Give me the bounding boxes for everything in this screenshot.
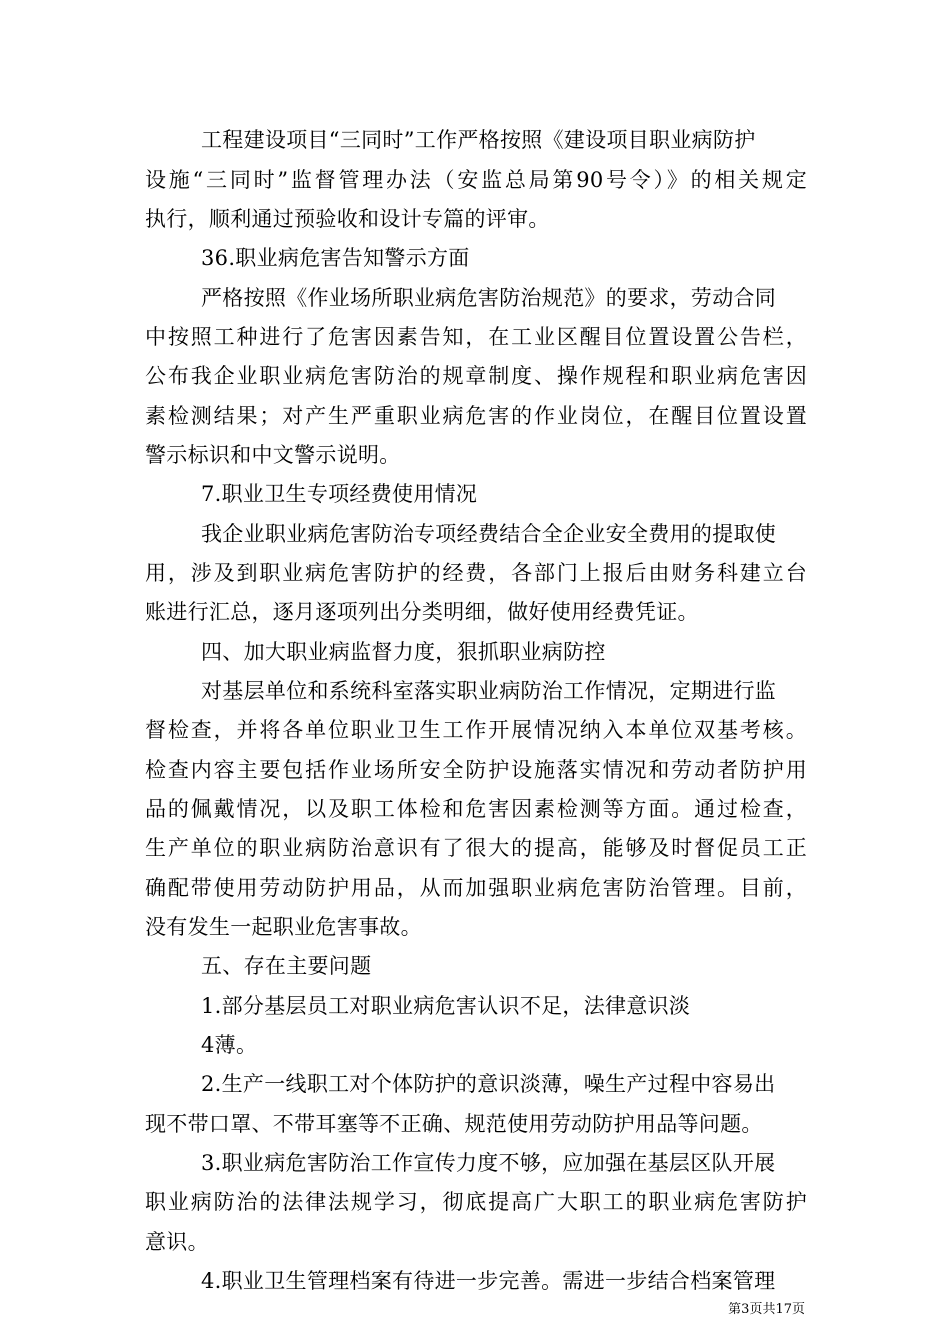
text-line: 素检测结果；对产生严重职业病危害的作业岗位，在醒目位置设置	[145, 404, 807, 428]
text-line: 4.职业卫生管理档案有待进一步完善。需进一步结合档案管理	[201, 1269, 776, 1293]
section-heading: 四、加大职业病监督力度，狠抓职业病防控	[201, 640, 606, 664]
text-line: 公布我企业职业病危害防治的规章制度、操作规程和职业病危害因	[145, 364, 807, 388]
text-line: 1.部分基层员工对职业病危害认识不足，法律意识淡	[201, 994, 691, 1018]
section-heading: 五、存在主要问题	[201, 954, 372, 978]
text-line: 2.生产一线职工对个体防护的意识淡薄，噪生产过程中容易出	[201, 1072, 776, 1096]
text-line: 执行，顺利通过预验收和设计专篇的评审。	[145, 207, 550, 231]
page-number-footer: 第3页共17页	[728, 1302, 805, 1317]
text-line: 督检查，并将各单位职业卫生工作开展情况纳入本单位双基考核。	[145, 718, 807, 742]
text-line: 账进行汇总，逐月逐项列出分类明细，做好使用经费凭证。	[145, 600, 699, 624]
text-line: 4薄。	[201, 1033, 258, 1057]
text-line: 现不带口罩、不带耳塞等不正确、规范使用劳动防护用品等问题。	[145, 1112, 763, 1136]
text-line: 我企业职业病危害防治专项经费结合全企业安全费用的提取使	[201, 522, 777, 546]
text-line: 中按照工种进行了危害因素告知，在工业区醒目位置设置公告栏，	[145, 325, 807, 349]
text-line: 设施“三同时”监督管理办法（安监总局第90号令）》的相关规定	[145, 168, 807, 192]
text-line: 没有发生一起职业危害事故。	[145, 915, 422, 939]
text-line: 品的佩戴情况，以及职工体检和危害因素检测等方面。通过检查，	[145, 797, 807, 821]
text-line: 对基层单位和系统科室落实职业病防治工作情况，定期进行监	[201, 679, 777, 703]
section-heading: 36.职业病危害告知警示方面	[201, 246, 470, 270]
text-line: 3.职业病危害防治工作宣传力度不够，应加强在基层区队开展	[201, 1151, 776, 1175]
text-line: 工程建设项目“三同时”工作严格按照《建设项目职业病防护	[201, 128, 756, 152]
text-line: 意识。	[145, 1230, 209, 1254]
text-line: 确配带使用劳动防护用品，从而加强职业病危害防治管理。目前，	[145, 876, 807, 900]
text-line: 检查内容主要包括作业场所安全防护设施落实情况和劳动者防护用	[145, 758, 807, 782]
text-line: 生产单位的职业病防治意识有了很大的提高，能够及时督促员工正	[145, 836, 807, 860]
section-heading: 7.职业卫生专项经费使用情况	[201, 482, 478, 506]
text-line: 用，涉及到职业病危害防护的经费，各部门上报后由财务科建立台	[145, 561, 807, 585]
text-line: 职业病防治的法律法规学习，彻底提高广大职工的职业病危害防护	[145, 1190, 807, 1214]
text-line: 警示标识和中文警示说明。	[145, 443, 401, 467]
text-line: 严格按照《作业场所职业病危害防治规范》的要求，劳动合同	[201, 286, 777, 310]
